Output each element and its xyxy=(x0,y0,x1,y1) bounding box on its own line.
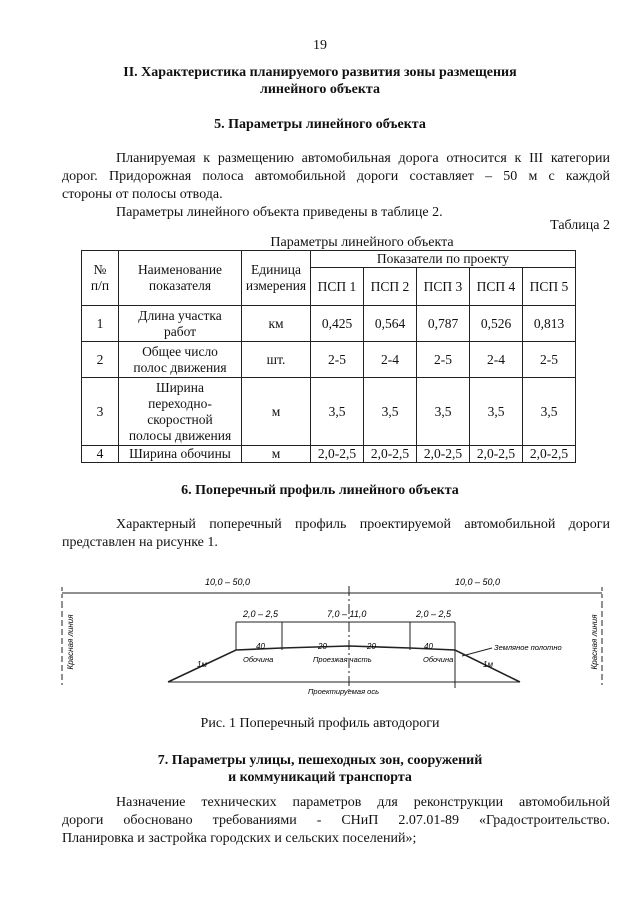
cell-name: Ширина обочины xyxy=(119,446,242,463)
header-name: Наименование показателя xyxy=(119,251,242,306)
grade-label: 40 xyxy=(424,642,433,651)
table-header-row xyxy=(82,251,576,268)
paragraph-line: Планировка и застройка городских и сельских поселений»; xyxy=(62,831,417,846)
cell-name: Общее число полос движения xyxy=(119,342,242,378)
cell-value: 2-4 xyxy=(470,342,523,378)
cell-value: 2,0-2,5 xyxy=(417,446,470,463)
cell-value: 3,5 xyxy=(523,378,576,446)
cell-value: 0,787 xyxy=(417,306,470,342)
cell-value: 2,0-2,5 xyxy=(523,446,576,463)
cell-value: 0,526 xyxy=(470,306,523,342)
cell-value: 2,0-2,5 xyxy=(311,446,364,463)
red-line-left-label: Красная линия xyxy=(66,614,75,670)
header-col: ПСП 4 xyxy=(470,268,523,306)
paragraph-line: представлен на рисунке 1. xyxy=(62,535,218,550)
page-number: 19 xyxy=(313,38,327,53)
header-group: Показатели по проекту xyxy=(311,251,576,268)
cell-num: 4 xyxy=(82,446,119,463)
header-col: ПСП 5 xyxy=(523,268,576,306)
dimension-right-label: 10,0 – 50,0 xyxy=(455,577,501,587)
section-7-title-line-2: и коммуникаций транспорта xyxy=(228,770,412,785)
header-col: ПСП 1 xyxy=(311,268,364,306)
header-col: ПСП 3 xyxy=(417,268,470,306)
cell-num: 1 xyxy=(82,306,119,342)
section-5-title: 5. Параметры линейного объекта xyxy=(214,117,426,132)
paragraph-line: дорог. Придорожная полоса автомобильной дороги составляет – 50 м с каждой xyxy=(62,169,610,184)
table-row xyxy=(82,342,576,378)
cell-value: 2-5 xyxy=(417,342,470,378)
cell-value: 2,0-2,5 xyxy=(470,446,523,463)
slope-right-label: 1м xyxy=(483,660,493,669)
table-row xyxy=(82,378,576,446)
header-col: ПСП 2 xyxy=(364,268,417,306)
grade-label: 40 xyxy=(256,642,265,651)
cell-unit: км xyxy=(242,306,311,342)
paragraph-table-ref xyxy=(62,204,610,222)
slope-left-label: 1м xyxy=(197,660,207,669)
cell-unit: шт. xyxy=(242,342,311,378)
section-6-title: 6. Поперечный профиль линейного объекта xyxy=(181,483,459,498)
section-7-title-line-1: 7. Параметры улицы, пешеходных зон, сооружений xyxy=(157,753,483,768)
cell-value: 2,0-2,5 xyxy=(364,446,417,463)
cell-value: 0,813 xyxy=(523,306,576,342)
section-2-title-line-1: II. Характеристика планируемого развития зоны размещения xyxy=(123,65,517,80)
grade-label: 20 xyxy=(367,642,376,651)
dimension-shoulder-left: 2,0 – 2,5 xyxy=(243,609,279,619)
cell-value: 2-4 xyxy=(364,342,417,378)
table-row xyxy=(82,446,576,463)
dimension-left-label: 10,0 – 50,0 xyxy=(205,577,251,587)
paragraph-road-category xyxy=(62,150,610,204)
section-7-title xyxy=(0,752,640,786)
cell-num: 3 xyxy=(82,378,119,446)
road-profile-line xyxy=(168,646,520,682)
section-2-title-line-2: линейного объекта xyxy=(260,82,380,97)
shoulder-left-label: Обочина xyxy=(243,655,274,664)
subgrade-label: Земляное полотно xyxy=(494,643,562,652)
paragraph-line: дороги обосновано требованиями - СНиП 2.07.01-89 «Градостроительство. xyxy=(62,813,610,828)
dimension-carriageway: 7,0 – 11,0 xyxy=(327,609,367,619)
cell-value: 3,5 xyxy=(311,378,364,446)
grade-label: 20 xyxy=(318,642,327,651)
table-title: Параметры линейного объекта xyxy=(270,235,454,250)
axis-label: Проектируемая ось xyxy=(308,687,380,696)
cell-value: 3,5 xyxy=(470,378,523,446)
cell-value: 0,564 xyxy=(364,306,417,342)
paragraph-profile xyxy=(62,516,610,552)
section-2-title xyxy=(0,64,640,98)
cell-value: 2-5 xyxy=(523,342,576,378)
cell-name: Длина участка работ xyxy=(119,306,242,342)
carriageway-label: Проезжая часть xyxy=(313,655,372,664)
cell-value: 0,425 xyxy=(311,306,364,342)
header-unit: Единица измерения xyxy=(242,251,311,306)
paragraph-line: Характерный поперечный профиль проектируемой автомобильной дороги xyxy=(116,517,610,532)
paragraph-requirements xyxy=(62,794,610,848)
table-label: Таблица 2 xyxy=(550,218,610,233)
paragraph-line: Параметры линейного объекта приведены в таблице 2. xyxy=(116,205,443,220)
red-line-right-label: Красная линия xyxy=(590,614,599,670)
cell-value: 2-5 xyxy=(311,342,364,378)
header-num: № п/п xyxy=(82,251,119,306)
cell-value: 3,5 xyxy=(417,378,470,446)
cell-unit: м xyxy=(242,378,311,446)
parameters-table xyxy=(81,250,576,463)
cell-unit: м xyxy=(242,446,311,463)
cell-value: 3,5 xyxy=(364,378,417,446)
cross-section-drawing xyxy=(0,570,640,710)
table-row xyxy=(82,306,576,342)
shoulder-right-label: Обочина xyxy=(423,655,454,664)
cell-num: 2 xyxy=(82,342,119,378)
cell-name: Ширина переходно- скоростной полосы движения xyxy=(119,378,242,446)
dimension-shoulder-right: 2,0 – 2,5 xyxy=(416,609,452,619)
paragraph-line: Назначение технических параметров для реконструкции автомобильной xyxy=(116,795,610,810)
paragraph-line: Планируемая к размещению автомобильная дорога относится к III категории xyxy=(116,151,610,166)
figure-caption: Рис. 1 Поперечный профиль автодороги xyxy=(200,716,440,731)
paragraph-line: стороны от полосы отвода. xyxy=(62,187,223,202)
